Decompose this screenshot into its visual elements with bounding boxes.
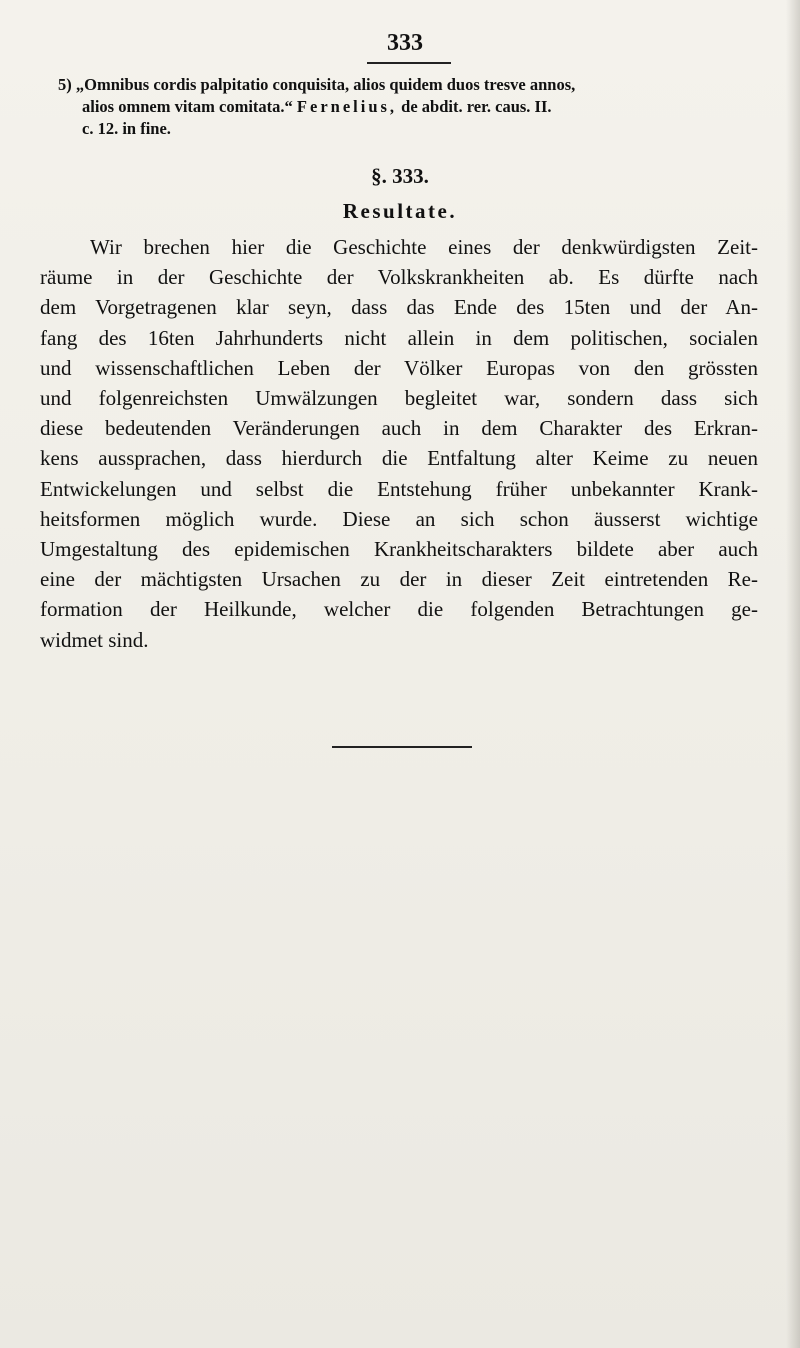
- footnote-author: Fernelius,: [296, 97, 398, 116]
- body-line: Entwickelungen und selbst die Entstehung früher unbekannter Krank-: [40, 476, 758, 501]
- body-line: Umgestaltung des epidemischen Krankheitscharakters bildete aber auch: [40, 537, 758, 562]
- body-line: widmet sind.: [40, 627, 149, 652]
- footnote: [58, 74, 758, 140]
- body-line: kens aussprachen, dass hierdurch die Entfaltung alter Keime zu neuen: [40, 446, 758, 471]
- section-number: §. 333.: [371, 164, 429, 188]
- body-line: diese bedeutenden Veränderungen auch in dem Charakter des Erkran-: [40, 416, 758, 441]
- body-line: heitsformen möglich wurde. Diese an sich schon äusserst wichtige: [40, 506, 758, 531]
- page-number: 333: [387, 30, 423, 56]
- footnote-line: [58, 96, 758, 118]
- footnote-line: [58, 118, 758, 140]
- body-line: dem Vorgetragenen klar seyn, dass das Ende des 15ten und der An-: [40, 295, 758, 320]
- end-rule: [332, 746, 472, 748]
- footnote-text: c. 12. in fine.: [82, 119, 171, 138]
- header-rule: [367, 62, 451, 64]
- body-line: eine der mächtigsten Ursachen zu der in dieser Zeit eintretenden Re-: [40, 567, 758, 592]
- body-line: und wissenschaftlichen Leben der Völker Europas von den grössten: [40, 355, 758, 380]
- body-paragraph: [40, 232, 758, 655]
- body-line: fang des 16ten Jahrhunderts nicht allein in dem politischen, socialen: [40, 325, 758, 350]
- body-line: und folgenreichsten Umwälzungen begleitet war, sondern dass sich: [40, 386, 758, 411]
- body-line: formation der Heilkunde, welcher die folgenden Betrachtungen ge-: [40, 597, 758, 622]
- body-line: Wir brechen hier die Geschichte eines der denkwürdigsten Zeit-: [90, 235, 758, 259]
- section-title: Resultate.: [342, 199, 458, 223]
- footnote-text: alios omnem vitam comitata.“: [82, 97, 293, 116]
- body-line: räume in der Geschichte der Volkskrankheiten ab. Es dürfte nach: [40, 265, 758, 290]
- page-edge-shadow: [786, 0, 800, 1348]
- footnote-text: 5) „Omnibus cordis palpitatio conquisita, alios quidem duos tresve annos,: [58, 75, 576, 94]
- footnote-text: de abdit. rer. caus. II.: [401, 97, 552, 116]
- footnote-line: [58, 74, 758, 96]
